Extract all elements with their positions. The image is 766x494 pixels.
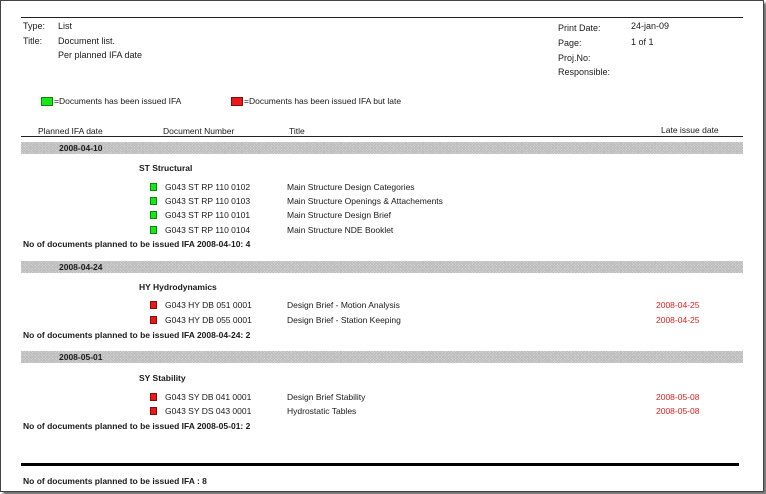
title-subtitle: Per planned IFA date [58,50,143,60]
title-value: Document list. [58,36,116,46]
col-planned-date: Planned IFA date [38,126,103,136]
doc-title: Main Structure Design Categories [287,182,415,192]
doc-number: G043 ST RP 110 0101 [165,210,251,220]
status-red-icon [150,393,157,401]
page-label: Page: [558,38,582,48]
group-summary: No of documents planned to be issued IFA 2008-04-24: 2 [23,330,251,340]
type-value: List [58,21,73,31]
legend-issued: =Documents has been issued IFA [54,96,182,106]
doc-title: Design Brief - Station Keeping [287,315,401,325]
status-red-icon [150,301,157,309]
status-green-icon [150,211,157,219]
print-date-label: Print Date: [558,23,601,33]
doc-title: Main Structure NDE Booklet [287,225,394,235]
doc-title: Design Brief Stability [287,392,366,402]
legend-issued-late: =Documents has been issued IFA but late [244,96,402,106]
status-red-icon [150,407,157,415]
header-rule [21,136,743,137]
status-red-icon [150,316,157,324]
date-band [21,261,743,273]
doc-number: G043 ST RP 110 0102 [165,182,251,192]
status-green-icon [150,183,157,191]
discipline-heading: HY Hydrodynamics [139,282,217,292]
late-issue-date: 2008-04-25 [656,300,700,310]
status-green-icon [150,197,157,205]
title-label: Title: [23,36,43,46]
date-band [21,142,743,154]
group-date: 2008-05-01 [59,352,103,362]
page-value: 1 of 1 [631,37,654,47]
doc-number: G043 SY DB 041 0001 [165,392,252,402]
doc-title: Main Structure Design Brief [287,210,391,220]
doc-number: G043 HY DB 051 0001 [165,300,252,310]
status-green-icon [150,226,157,234]
col-document-number: Document Number [163,126,235,136]
legend-red-swatch [231,97,243,106]
discipline-heading: ST Structural [139,163,193,173]
discipline-heading: SY Stability [139,373,186,383]
bottom-rule [21,463,739,466]
doc-title: Hydrostatic Tables [287,406,357,416]
doc-number: G043 ST RP 110 0104 [165,225,251,235]
top-rule [21,17,743,18]
group-summary: No of documents planned to be issued IFA 2008-05-01: 2 [23,421,251,431]
doc-title: Main Structure Openings & Attachements [287,196,443,206]
doc-number: G043 ST RP 110 0103 [165,196,251,206]
late-issue-date: 2008-05-08 [656,392,700,402]
proj-label: Proj.No: [558,53,591,63]
doc-number: G043 HY DB 055 0001 [165,315,252,325]
responsible-label: Responsible: [558,67,611,77]
col-title: Title [289,126,305,136]
group-date: 2008-04-10 [59,143,103,153]
print-date-value: 24-jan-09 [631,21,670,31]
doc-number: G043 SY DS 043 0001 [165,406,252,416]
total-summary: No of documents planned to be issued IFA : 8 [23,476,207,486]
type-label: Type: [23,21,46,31]
col-late-issue-date: Late issue date [661,125,719,135]
late-issue-date: 2008-05-08 [656,406,700,416]
group-summary: No of documents planned to be issued IFA 2008-04-10: 4 [23,239,251,249]
date-band [21,351,743,363]
legend-green-swatch [41,97,53,106]
late-issue-date: 2008-04-25 [656,315,700,325]
group-date: 2008-04-24 [59,262,103,272]
doc-title: Design Brief - Motion Analysis [287,300,400,310]
